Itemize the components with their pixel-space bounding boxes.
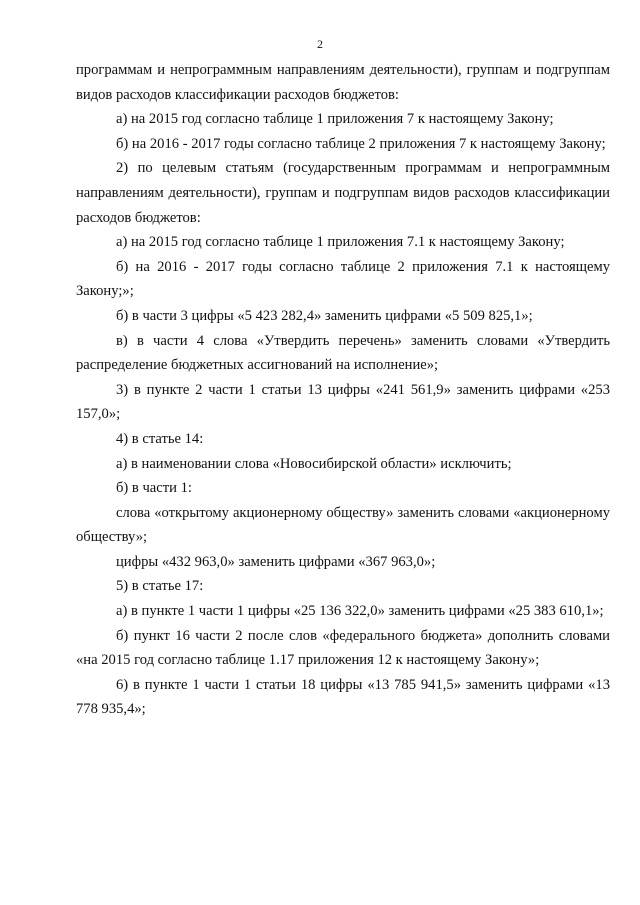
paragraph: б) на 2016 - 2017 годы согласно таблице 2 приложения 7 к настоящему Закону; xyxy=(116,135,606,152)
paragraph: б) пункт 16 части 2 после слов «федерального бюджета» дополнить словами «на 2015 год согласно таблице 1.17 приложения 12 к настоящему Закону»; xyxy=(76,627,610,669)
paragraph: а) на 2015 год согласно таблице 1 приложения 7.1 к настоящему Закону; xyxy=(116,234,565,251)
paragraph: 4) в статье 14: xyxy=(116,430,204,447)
paragraph: а) на 2015 год согласно таблице 1 приложения 7 к настоящему Закону; xyxy=(116,111,554,128)
document-body xyxy=(76,58,610,722)
paragraph: б) на 2016 - 2017 годы согласно таблице 2 приложения 7.1 к настоящему Закону;»; xyxy=(76,258,610,300)
paragraph: 6) в пункте 1 части 1 статьи 18 цифры «13 785 941,5» заменить цифрами «13 778 935,4»; xyxy=(76,676,610,718)
paragraph: программам и непрограммным направлениям деятельности), группам и подгруппам видов расходов классификации расходов бюджетов: xyxy=(76,62,610,103)
paragraph: б) в части 3 цифры «5 423 282,4» заменить цифрами «5 509 825,1»; xyxy=(116,307,533,324)
paragraph: а) в наименовании слова «Новосибирской области» исключить; xyxy=(116,455,512,472)
paragraph: 3) в пункте 2 части 1 статьи 13 цифры «241 561,9» заменить цифрами «253 157,0»; xyxy=(76,381,610,423)
page-number: 2 xyxy=(317,37,323,51)
paragraph: 2) по целевым статьям (государственным программам и непрограммным направлениям деятельности), группам и подгруппам видов расходов классификации расходов бюджетов: xyxy=(76,160,610,226)
paragraph: в) в части 4 слова «Утвердить перечень» заменить словами «Утвердить распределение бюджетных ассигнований на исполнение»; xyxy=(76,332,610,374)
paragraph: цифры «432 963,0» заменить цифрами «367 963,0»; xyxy=(116,553,436,570)
paragraph: а) в пункте 1 части 1 цифры «25 136 322,0» заменить цифрами «25 383 610,1»; xyxy=(116,603,604,620)
paragraph: 5) в статье 17: xyxy=(116,578,204,595)
paragraph: слова «открытому акционерному обществу» заменить словами «акционерному обществу»; xyxy=(76,504,610,546)
paragraph: б) в части 1: xyxy=(116,480,192,497)
